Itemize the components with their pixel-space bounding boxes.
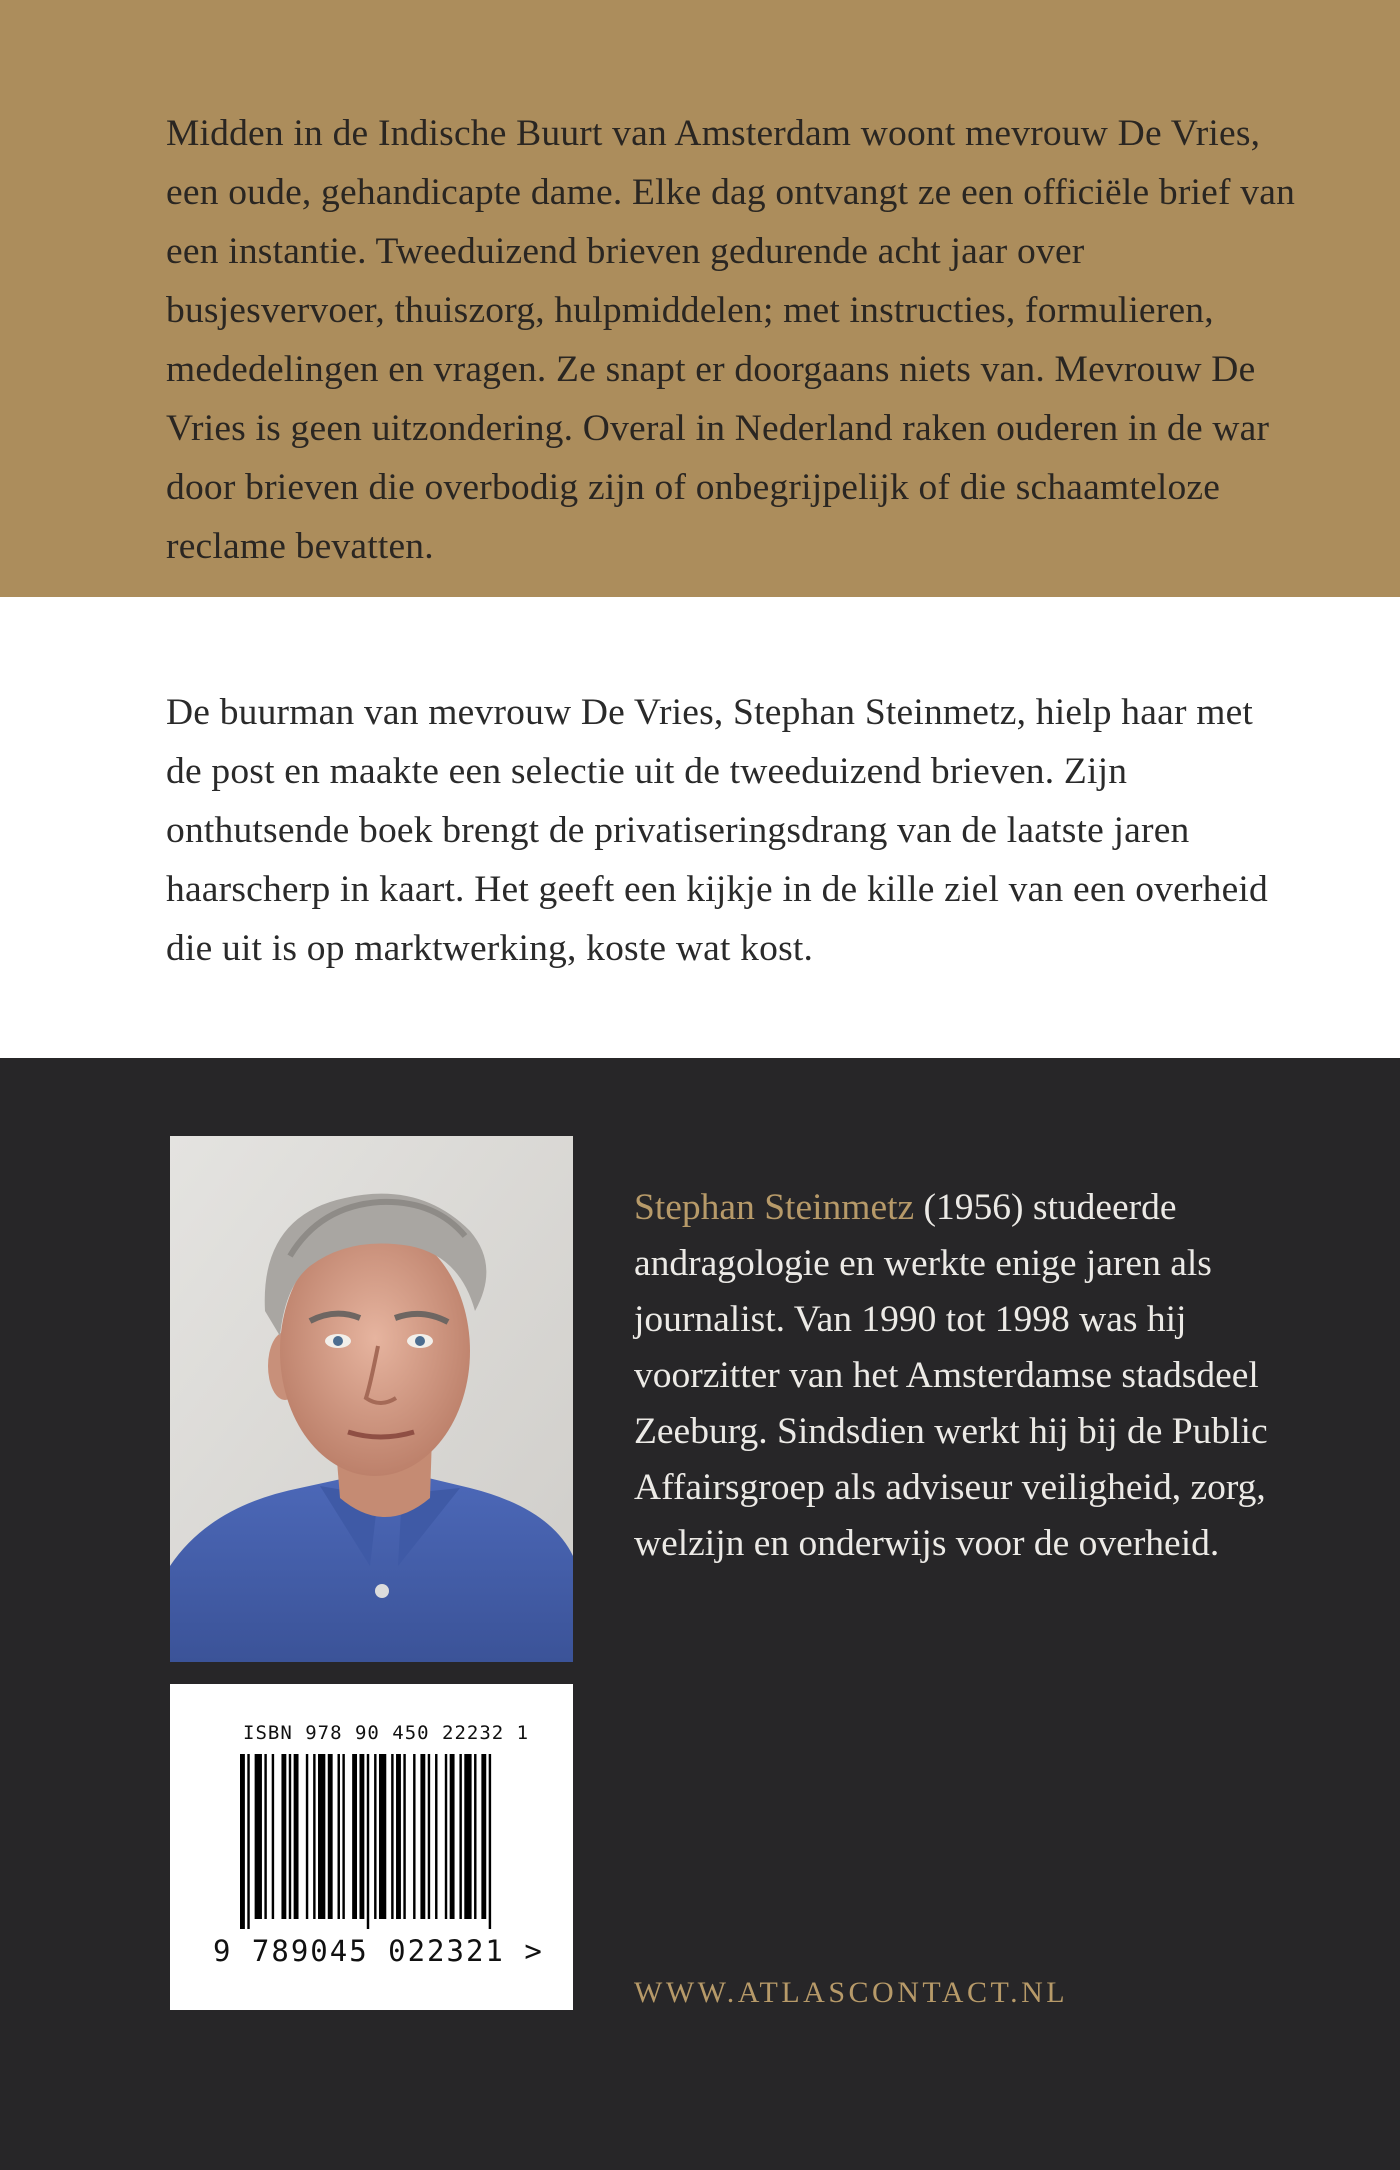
- author-name: Stephan Steinmetz: [634, 1187, 915, 1228]
- blurb-middle: De buurman van mevrouw De Vries, Stephan Steinmetz, hielp haar met de post en maakte een selectie uit de tweeduizend brieven. Zijn onthutsende boek brengt de privatiseringsdrang van de laatste jaren haarscherp in kaart. Het geeft een kijkje in de kille ziel van een overheid die uit is op marktwerking, koste wat kost.: [166, 692, 1269, 969]
- author-bio-text: (1956) studeerde andragologie en werkte enige jaren als journalist. Van 1990 tot 1998 was hij voorzitter van het Amsterdamse stadsdeel Zeeburg. Sindsdien werkt hij bij de Public Affairsgroep als adviseur veiligheid, zorg, welzijn en onderwijs voor de overheid.: [634, 1187, 1268, 1564]
- ean-barcode-icon: [240, 1754, 496, 1929]
- author-bio: [634, 1180, 1314, 1572]
- isbn-label: ISBN 978 90 450 22232 1: [243, 1722, 530, 1744]
- publisher-website[interactable]: WWW.ATLASCONTACT.NL: [634, 1976, 1069, 2009]
- barcode-digits: 9 789045 022321 >: [213, 1934, 544, 1968]
- author-portrait-photo: [170, 1136, 573, 1662]
- barcode: [170, 1684, 573, 2010]
- blurb-top: Midden in de Indische Buurt van Amsterdam woont mevrouw De Vries, een oude, gehandicapte dame. Elke dag ontvangt ze een officiële brief van een instantie. Tweeduizend brieven gedurende acht jaar over busjesvervoer, thuiszorg, hulpmiddelen; met instructies, formulieren, mededelingen en vragen. Ze snapt er doorgaans niets van. Mevrouw De Vries is geen uitzondering. Overal in Nederland raken ouderen in de war door brieven die overbodig zijn of onbegrijpelijk of die schaamteloze reclame bevatten.: [166, 113, 1296, 567]
